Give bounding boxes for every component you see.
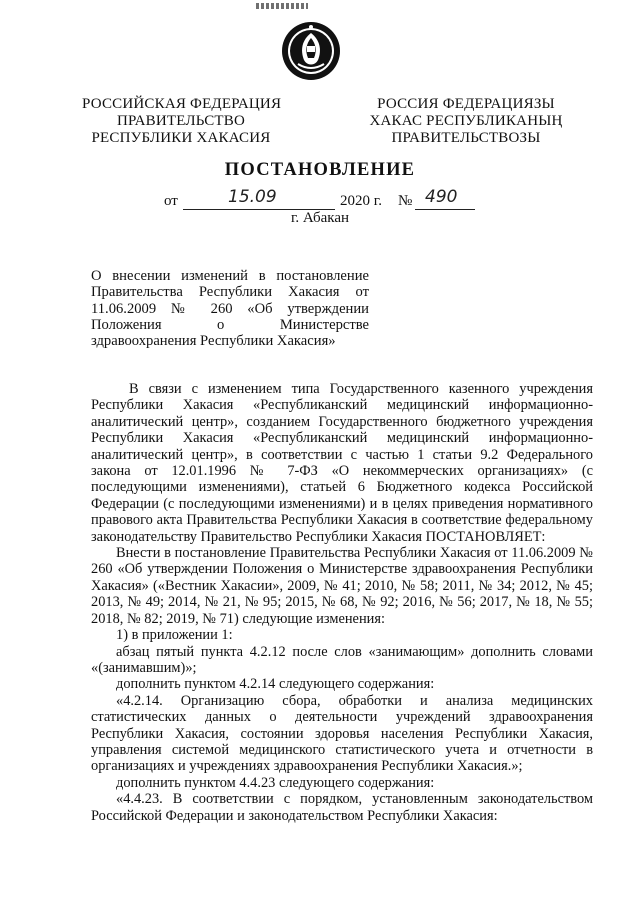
- paragraph: 1) в приложении 1:: [116, 627, 233, 644]
- paragraph: Внести в постановление Правительства Республики Хакасия от 11.06.2009 № 260 «Об утверждении Положения о Министерстве здравоохранения Республики Хакасия» («Вестник Хакасии», 2009, № 41; 2010, № 58; 2011, № 34; 2012, № 45; 2013, № 49; 2014, № 21, № 95; 2015, № 68, № 92; 2016, № 56; 2017, № 18, № 55; 2018, № 82; 2019, № 71) следующие изменения:: [91, 545, 593, 627]
- paragraph: В связи с изменением типа Государственного казенного учреждения Республики Хакасия «Республиканский медицинский информационно-аналитический центр», созданием Государственного бюджетного учреждения Республики Хакасия «Республиканский медицинский информационно-аналитический центр», в соответствии с частью 1 статьи 9.2 Федерального закона от 12.01.1996 № 7-ФЗ «О некоммерческих организациях» (с последующими изменениями), статьей 6 Бюджетного кодекса Российской Федерации (с последующими изменениями) и в целях приведения нормативного правового акта Правительства Республики Хакасия в соответствие федеральному законодательству Правительство Республики Хакасия ПОСТАНОВЛЯЕТ:: [91, 381, 593, 545]
- paragraph: дополнить пунктом 4.2.14 следующего содержания:: [116, 676, 435, 693]
- header-left-line: РОССИЙСКАЯ ФЕДЕРАЦИЯ: [82, 96, 282, 112]
- year-label: 2020 г.: [340, 193, 382, 209]
- header-left-line: ПРАВИТЕЛЬСТВО: [116, 113, 246, 129]
- header-right-line: ПРАВИТЕЛЬСТВОЗЫ: [391, 130, 541, 146]
- date-prefix: от: [164, 193, 178, 209]
- header-left-block: [82, 96, 280, 147]
- city-label: г. Абакан: [290, 210, 350, 226]
- header-right-line: ХАКАС РЕСПУБЛИКАНЫҢ: [369, 113, 563, 129]
- paragraph: «4.4.23. В соответствии с порядком, установленным законодательством Российской Федерации и законодательством Республики Хакасия:: [91, 791, 593, 824]
- paragraph: абзац пятый пункта 4.2.12 после слов «занимающим» дополнить словами «(занимавшим)»;: [91, 643, 593, 676]
- paragraph: дополнить пунктом 4.4.23 следующего содержания:: [116, 774, 435, 791]
- top-scan-mark: [256, 3, 308, 9]
- document-title: ПОСТАНОВЛЕНИЕ: [224, 160, 416, 180]
- subject-text: О внесении изменений в постановление Правительства Республики Хакасия от 11.06.2009 № 260 «Об утверждении Положения о Министерстве здравоохранения Республики Хакасия»: [91, 268, 369, 350]
- number-handwritten: 490: [425, 187, 458, 207]
- header-left-line: РЕСПУБЛИКИ ХАКАСИЯ: [91, 130, 271, 146]
- header-right-block: [366, 96, 566, 147]
- header-right-line: РОССИЯ ФЕДЕРАЦИЯЗЫ: [377, 96, 555, 112]
- number-sign: №: [398, 193, 413, 209]
- coat-of-arms-emblem-icon: [280, 20, 342, 82]
- date-handwritten: 15.09: [228, 187, 277, 207]
- document-body: [91, 381, 593, 824]
- subject-block: [91, 268, 369, 349]
- paragraph: «4.2.14. Организацию сбора, обработки и анализа медицинских статистических данных о деятельности учреждений здравоохранения Республики Хакасия, состоянии здоровья населения Республики Хакасия, управления системой медицинского статистического учета и отчетности в организациях и учреждениях здравоохранения Республики Хакасия.»;: [91, 692, 593, 775]
